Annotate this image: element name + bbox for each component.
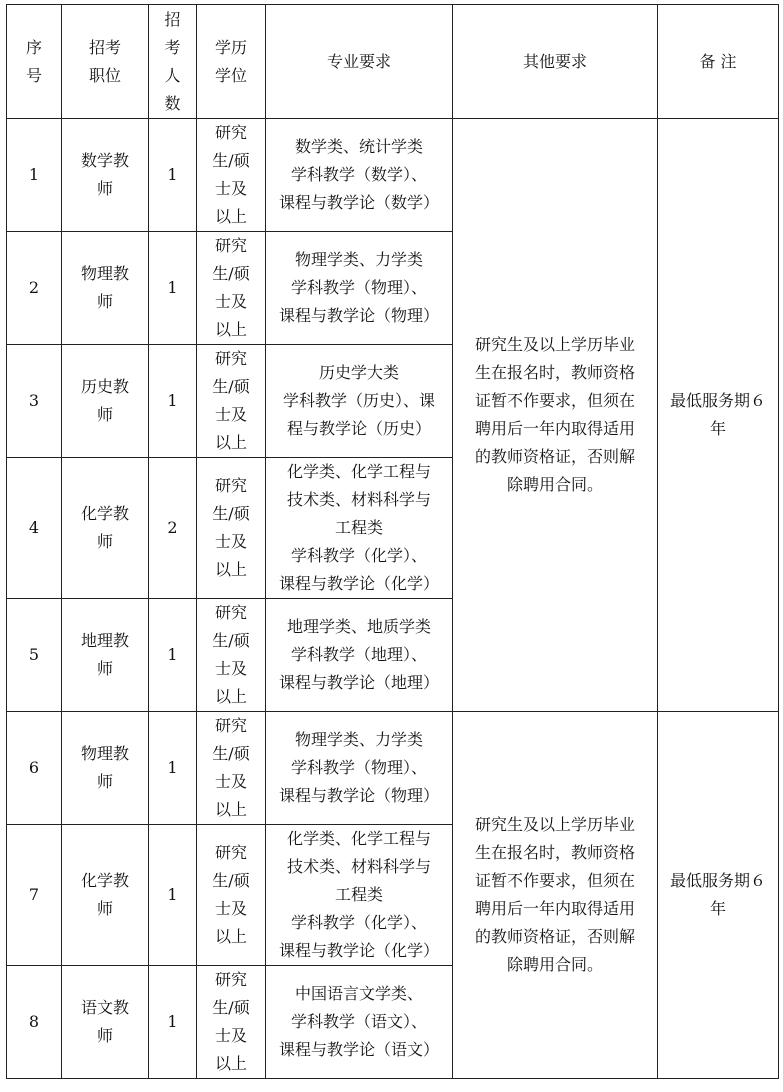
cell-degree: [197, 232, 266, 345]
cell-position: [62, 119, 149, 232]
cell-degree: [197, 458, 266, 599]
cell-count: [149, 119, 197, 232]
cell-count-text: 1: [167, 1012, 178, 1031]
header-index: 序号: [7, 5, 62, 119]
cell-degree-text: 研究生/硕士及以上: [212, 716, 250, 819]
major-line: 学科教学（地理）、: [290, 645, 427, 664]
cell-position-text: 历史教师: [80, 377, 129, 424]
cell-index-text: 5: [28, 645, 40, 664]
cell-index-text: 4: [28, 518, 40, 537]
major-line: 学科教学（物理）、: [290, 278, 427, 297]
cell-position: [62, 599, 149, 712]
cell-position-text: 语文教师: [80, 998, 129, 1045]
major-line: 课程与教学论（语文）: [278, 1040, 439, 1059]
remark-line: 年: [709, 899, 726, 918]
cell-position-text: 物理教师: [80, 264, 129, 311]
cell-degree-text: 研究生/硕士及以上: [212, 236, 250, 339]
header-other: 其他要求: [453, 5, 658, 119]
cell-index: [7, 232, 62, 345]
cell-index-text: 8: [28, 1012, 40, 1031]
cell-position: [62, 345, 149, 458]
cell-index-text: 3: [28, 391, 40, 410]
cell-degree-text: 研究生/硕士及以上: [212, 970, 250, 1073]
cell-index: [7, 825, 62, 966]
other-line: 的教师资格证，否则解: [474, 927, 635, 946]
cell-index: [7, 119, 62, 232]
major-line: 课程与教学论（地理）: [278, 673, 439, 692]
cell-index: [7, 599, 62, 712]
other-line: 除聘用合同。: [506, 955, 603, 974]
cell-count: [149, 345, 197, 458]
cell-count: [149, 232, 197, 345]
cell-index: [7, 712, 62, 825]
major-line: 物理学类、力学类: [294, 250, 423, 269]
major-line: 化学类、化学工程与: [286, 829, 431, 848]
header-position: 招考职位: [62, 5, 149, 119]
cell-position: [62, 458, 149, 599]
major-line: 学科教学（化学）、: [290, 913, 427, 932]
cell-count-text: 1: [167, 758, 178, 777]
major-line: 中国语言文学类、: [294, 984, 423, 1003]
cell-degree: [197, 345, 266, 458]
cell-index-text: 7: [28, 885, 40, 904]
other-line: 证暂不作要求，但须在: [474, 871, 635, 890]
cell-position: [62, 712, 149, 825]
cell-count-text: 1: [167, 278, 178, 297]
cell-major: [266, 966, 453, 1079]
cell-count-text: 2: [167, 518, 178, 537]
cell-position-text: 物理教师: [80, 744, 129, 791]
major-line: 物理学类、力学类: [294, 730, 423, 749]
cell-count: [149, 458, 197, 599]
cell-degree-text: 研究生/硕士及以上: [212, 603, 250, 706]
cell-position-text: 地理教师: [80, 631, 129, 678]
other-line: 研究生及以上学历毕业: [474, 815, 635, 834]
cell-position-text: 化学教师: [80, 871, 129, 918]
cell-count: [149, 599, 197, 712]
major-line: 历史学大类: [318, 363, 399, 382]
cell-degree-text: 研究生/硕士及以上: [212, 476, 250, 579]
major-line: 技术类、材料科学与: [286, 490, 431, 509]
cell-degree: [197, 966, 266, 1079]
remark-line: 最低服务期６: [669, 391, 766, 410]
major-line: 课程与教学论（化学）: [278, 574, 439, 593]
major-line: 技术类、材料科学与: [286, 857, 431, 876]
cell-major: [266, 825, 453, 966]
major-line: 课程与教学论（物理）: [278, 786, 439, 805]
major-line: 学科教学（数学）、: [290, 165, 427, 184]
recruitment-table: [6, 4, 779, 1079]
cell-other-requirements: [453, 119, 658, 712]
table-row: [7, 712, 779, 825]
other-line: 生在报名时，教师资格: [474, 363, 635, 382]
cell-position: [62, 966, 149, 1079]
header-remark: 备 注: [658, 5, 779, 119]
major-line: 工程类: [334, 885, 383, 904]
header-degree: 学历学位: [197, 5, 266, 119]
table-row: [7, 119, 779, 232]
cell-count-text: 1: [167, 391, 178, 410]
major-line: 程与教学论（历史）: [286, 419, 431, 438]
major-line: 化学类、化学工程与: [286, 462, 431, 481]
major-line: 学科教学（历史）、课: [282, 391, 435, 410]
cell-degree-text: 研究生/硕士及以上: [212, 843, 250, 946]
cell-remark: [658, 712, 779, 1079]
cell-degree: [197, 119, 266, 232]
other-line: 研究生及以上学历毕业: [474, 335, 635, 354]
major-line: 工程类: [334, 518, 383, 537]
header-major: 专业要求: [266, 5, 453, 119]
cell-index: [7, 345, 62, 458]
cell-degree-text: 研究生/硕士及以上: [212, 123, 250, 226]
cell-count: [149, 712, 197, 825]
major-line: 课程与教学论（化学）: [278, 941, 439, 960]
cell-count-text: 1: [167, 165, 178, 184]
cell-degree: [197, 825, 266, 966]
cell-degree: [197, 712, 266, 825]
cell-count-text: 1: [167, 885, 178, 904]
other-line: 除聘用合同。: [506, 475, 603, 494]
other-line: 聘用后一年内取得适用: [474, 899, 635, 918]
cell-major: [266, 119, 453, 232]
cell-major: [266, 232, 453, 345]
major-line: 学科教学（化学）、: [290, 546, 427, 565]
cell-degree: [197, 599, 266, 712]
cell-major: [266, 599, 453, 712]
remark-line: 最低服务期６: [669, 871, 766, 890]
major-line: 数学类、统计学类: [294, 137, 423, 156]
header-row: [7, 5, 779, 119]
major-line: 学科教学（语文）、: [290, 1012, 427, 1031]
cell-count: [149, 825, 197, 966]
other-line: 生在报名时，教师资格: [474, 843, 635, 862]
header-count: 招考人数: [149, 5, 197, 119]
major-line: 课程与教学论（物理）: [278, 306, 439, 325]
cell-count: [149, 966, 197, 1079]
major-line: 地理学类、地质学类: [286, 617, 431, 636]
major-line: 学科教学（物理）、: [290, 758, 427, 777]
cell-position-text: 数学教师: [80, 151, 129, 198]
cell-major: [266, 458, 453, 599]
cell-index: [7, 966, 62, 1079]
remark-line: 年: [709, 419, 726, 438]
cell-major: [266, 712, 453, 825]
cell-major: [266, 345, 453, 458]
cell-index-text: 6: [28, 758, 40, 777]
cell-index-text: 1: [28, 165, 40, 184]
other-line: 证暂不作要求，但须在: [474, 391, 635, 410]
cell-position-text: 化学教师: [80, 504, 129, 551]
cell-degree-text: 研究生/硕士及以上: [212, 349, 250, 452]
major-line: 课程与教学论（数学）: [278, 193, 439, 212]
cell-other-requirements: [453, 712, 658, 1079]
cell-position: [62, 825, 149, 966]
cell-count-text: 1: [167, 645, 178, 664]
cell-index-text: 2: [28, 278, 40, 297]
other-line: 聘用后一年内取得适用: [474, 419, 635, 438]
other-line: 的教师资格证，否则解: [474, 447, 635, 466]
cell-position: [62, 232, 149, 345]
cell-index: [7, 458, 62, 599]
cell-remark: [658, 119, 779, 712]
